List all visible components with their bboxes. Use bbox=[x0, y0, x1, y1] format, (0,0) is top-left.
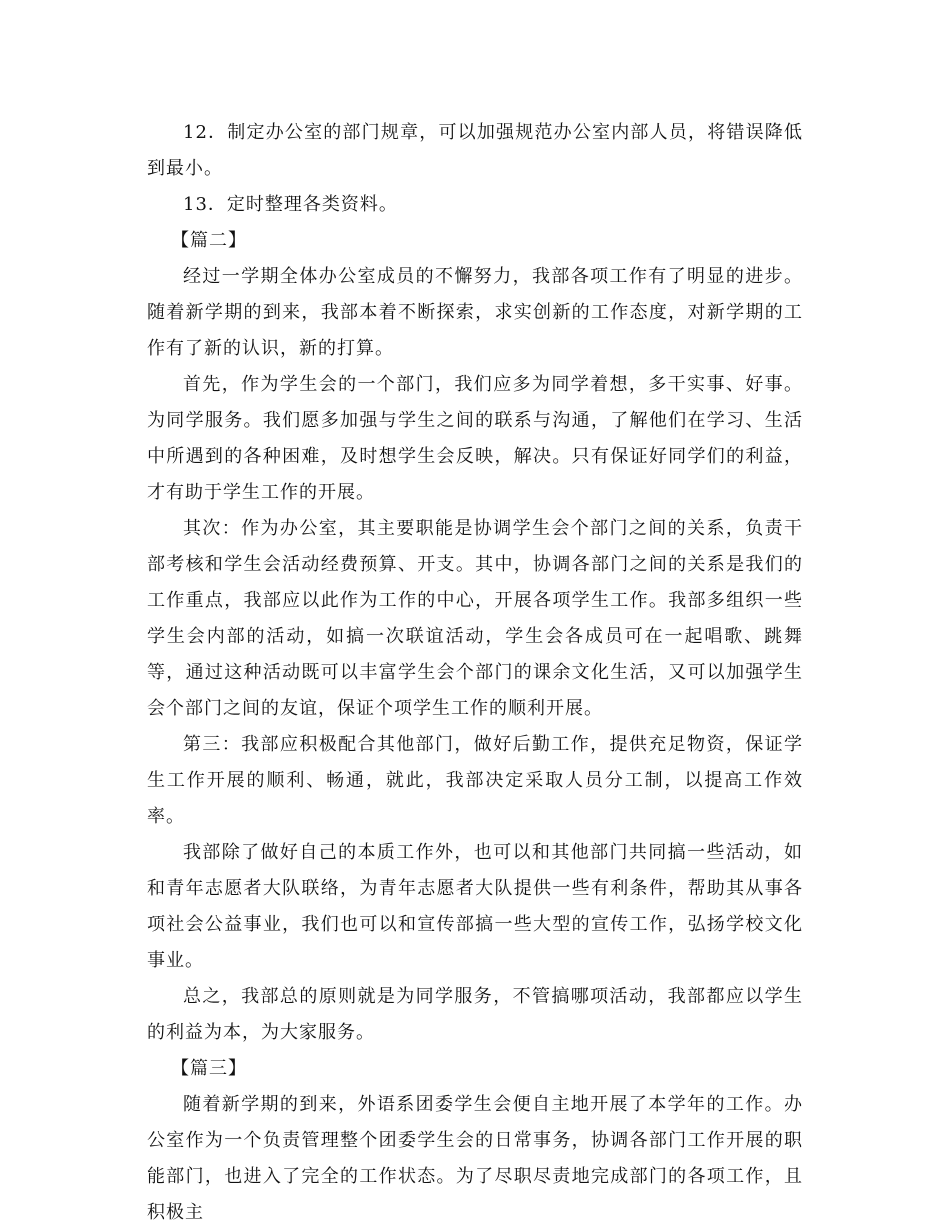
paragraph-second-point: 其次：作为办公室，其主要职能是协调学生会个部门之间的关系，负责干部考核和学生会活动经费预算、开支。其中，协调各部门之间的关系是我们的工作重点，我部应以此作为工作的中心，开展各项学生工作。我部多组织一些学生会内部的活动，如搞一次联谊活动，学生会各成员可在一起唱歌、跳舞等，通过这种活动既可以丰富学生会个部门的课余文化生活，又可以加强学生会个部门之间的友谊，保证个项学生工作的顺利开展。 bbox=[147, 518, 803, 719]
paragraph-intro-part-two: 经过一学期全体办公室成员的不懈努力，我部各项工作有了明显的进步。随着新学期的到来，我部本着不断探索，求实创新的工作态度，对新学期的工作有了新的认识，新的打算。 bbox=[147, 266, 803, 359]
paragraph-item-12: 12．制定办公室的部门规章，可以加强规范办公室内部人员，将错误降低到最小。 bbox=[147, 122, 803, 179]
section-heading-part-three: 【篇三】 bbox=[171, 1058, 247, 1079]
paragraph-collaboration: 我部除了做好自己的本质工作外，也可以和其他部门共同搞一些活动，如和青年志愿者大队联络，为青年志愿者大队提供一些有利条件，帮助其从事各项社会公益事业，我们也可以和宣传部搞一些大型的宣传工作，弘扬学校文化事业。 bbox=[147, 842, 803, 971]
paragraph-summary: 总之，我部总的原则就是为同学服务，不管搞哪项活动，我部都应以学生的利益为本，为大家服务。 bbox=[147, 986, 803, 1043]
paragraph-third-point: 第三：我部应积极配合其他部门，做好后勤工作，提供充足物资，保证学生工作开展的顺利、畅通，就此，我部决定采取人员分工制，以提高工作效率。 bbox=[147, 734, 803, 827]
paragraph-first-point: 首先，作为学生会的一个部门，我们应多为同学着想，多干实事、好事。为同学服务。我们愿多加强与学生之间的联系与沟通，了解他们在学习、生活中所遇到的各种困难，及时想学生会反映，解决。只有保证好同学们的利益，才有助于学生工作的开展。 bbox=[147, 374, 803, 503]
paragraph-item-13: 13．定时整理各类资料。 bbox=[183, 194, 398, 215]
paragraph-intro-part-three: 随着新学期的到来，外语系团委学生会便自主地开展了本学年的工作。办公室作为一个负责管理整个团委学生会的日常事务，协调各部门工作开展的职能部门，也进入了完全的工作状态。为了尽职尽责地完成部门的各项工作，且积极主 bbox=[147, 1094, 803, 1223]
document-body bbox=[147, 115, 803, 1231]
section-heading-part-two: 【篇二】 bbox=[171, 230, 247, 251]
